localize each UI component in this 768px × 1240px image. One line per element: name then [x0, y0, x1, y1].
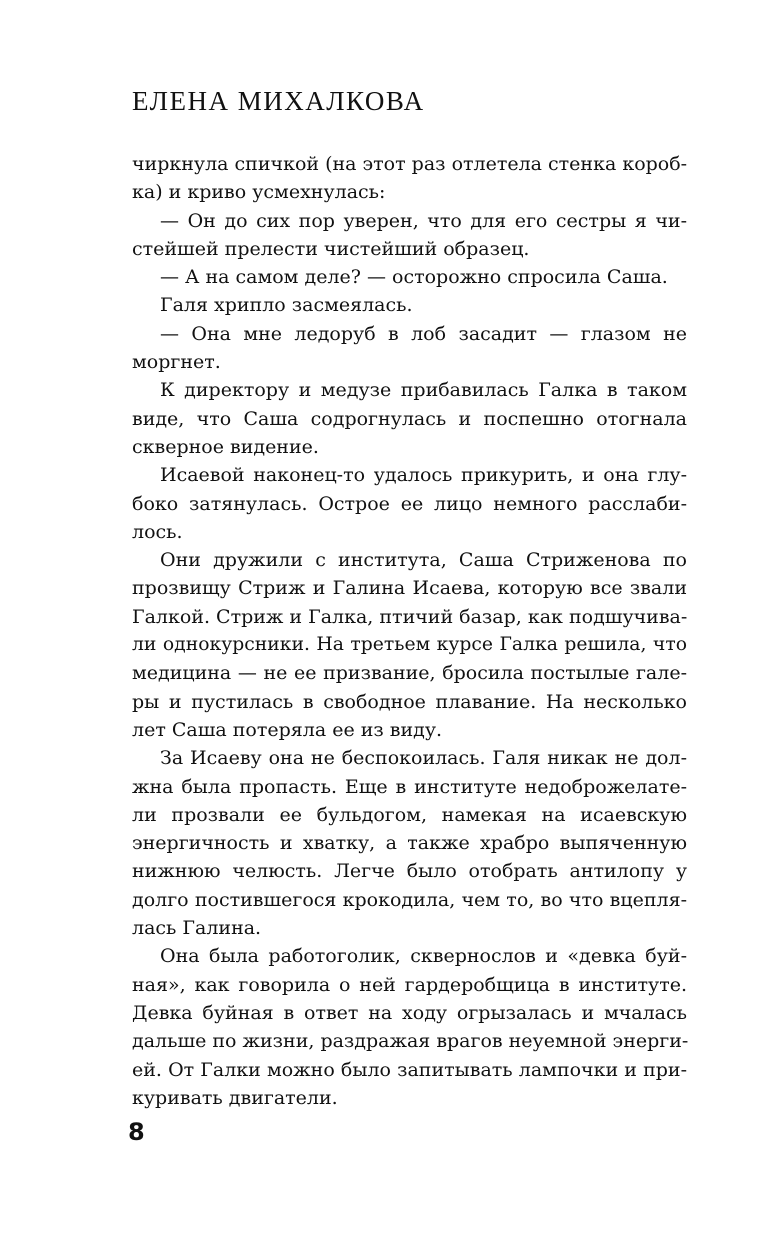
text-line: куривать двигатели.	[132, 1086, 338, 1109]
page-number: 8	[128, 1118, 145, 1146]
text-line: дальше по жизни, раздражая врагов неуемной энерги-	[132, 1030, 689, 1053]
text-line: чиркнула спичкой (на этот раз отлетела стенка короб-	[132, 153, 688, 175]
text-line: долго постившегося крокодила, чем то, во что вцепля-	[132, 888, 687, 911]
text-line: энергичность и хватку, а также храбро выпяченную	[132, 832, 687, 855]
text-line: боко затянулась. Острое ее лицо немного расслаби-	[132, 492, 687, 515]
text-line: жна была пропасть. Еще в институте недоброжелате-	[132, 775, 687, 798]
text-line: лет Саша потеряла ее из виду.	[132, 718, 443, 741]
text-line: ли однокурсники. На третьем курсе Галка решила, что	[132, 634, 687, 656]
text-line: виде, что Саша содрогнулась и поспешно отогнала	[132, 407, 687, 430]
text-line: ей. От Галки можно было запитывать лампочки и при-	[132, 1058, 687, 1081]
text-line: — Она мне ледоруб в лоб засадит — глазом не	[160, 322, 687, 345]
text-line: медицина — не ее призвание, бросила постылые гале-	[132, 662, 687, 685]
text-line: лось.	[132, 520, 183, 543]
text-line: Девка буйная в ответ на ходу огрызалась и мчалась	[132, 1001, 687, 1024]
text-line: нижнюю челюсть. Легче было отобрать антилопу у	[132, 860, 687, 883]
text-line: ная», как говорила о ней гардеробщица в институте.	[132, 973, 687, 996]
text-line: Галя хрипло засмеялась.	[160, 294, 413, 317]
text-line: ка) и криво усмехнулась:	[132, 181, 386, 204]
running-head-author: ЕЛЕНА МИХАЛКОВА	[132, 86, 425, 116]
text-line: скверное видение.	[132, 435, 319, 458]
text-line: моргнет.	[132, 351, 221, 374]
text-line: лась Галина.	[132, 917, 262, 940]
text-line: стейшей прелести чистейший образец.	[132, 237, 530, 260]
text-line: Исаевой наконец-то удалось прикурить, и она глу-	[160, 464, 687, 487]
text-line: Они дружили с института, Саша Стриженова по	[160, 549, 687, 572]
text-line: ли прозвали ее бульдогом, намекая на исаевскую	[132, 803, 687, 826]
text-line: прозвищу Стриж и Галина Исаева, которую все звали	[132, 577, 687, 600]
text-line: За Исаеву она не беспокоилась. Галя никак не дол-	[160, 747, 687, 770]
body-text	[132, 150, 687, 1112]
text-line: — Он до сих пор уверен, что для его сестры я чи-	[160, 209, 687, 232]
text-line: Она была работоголик, сквернослов и «девка буй-	[160, 945, 687, 968]
text-line: Галкой. Стриж и Галка, птичий базар, как подшучива-	[132, 605, 688, 628]
text-line: — А на самом деле? — осторожно спросила Саша.	[160, 266, 668, 289]
text-line: ры и пустилась в свободное плавание. На несколько	[132, 690, 687, 713]
text-line: К директору и медузе прибавилась Галка в таком	[160, 379, 687, 402]
